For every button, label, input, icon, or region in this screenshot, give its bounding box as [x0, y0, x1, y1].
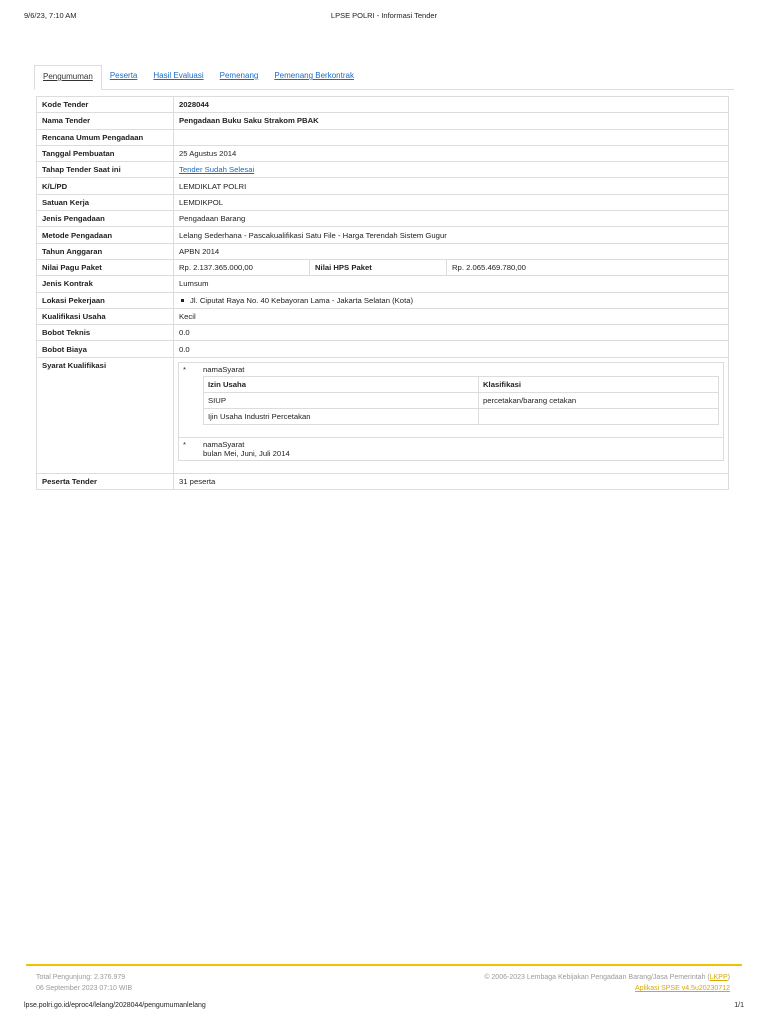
izin-row	[204, 392, 719, 408]
row-rup	[37, 129, 729, 145]
label-bobot-biaya: Bobot Biaya	[37, 341, 174, 357]
label-hps: Nilai HPS Paket	[310, 259, 447, 275]
tahap-link[interactable]: Tender Sudah Selesai	[179, 165, 255, 175]
row-tanggal	[37, 145, 729, 161]
tender-info-table	[36, 96, 729, 490]
klasifikasi-cell	[479, 408, 719, 424]
value-tahap	[174, 162, 729, 178]
tab-bar	[34, 65, 734, 90]
label-tahun: Tahun Anggaran	[37, 243, 174, 259]
izin-table	[203, 376, 719, 425]
row-satker	[37, 194, 729, 210]
value-pagu: Rp. 2.137.365.000,00	[174, 259, 310, 275]
label-klpd: K/L/PD	[37, 178, 174, 194]
label-nama-tender: Nama Tender	[37, 113, 174, 129]
value-bobot-biaya: 0.0	[174, 341, 729, 357]
value-metode: Lelang Sederhana - Pascakualifikasi Satu File - Harga Terendah Sistem Gugur	[174, 227, 729, 243]
klasifikasi-cell: percetakan/barang cetakan	[479, 392, 719, 408]
footer-divider	[26, 964, 742, 966]
row-jenis-pengadaan	[37, 211, 729, 227]
syarat-list	[178, 362, 724, 461]
value-klpd: LEMDIKLAT POLRI	[174, 178, 729, 194]
klasifikasi-header: Klasifikasi	[479, 376, 719, 392]
row-syarat	[37, 357, 729, 473]
value-nama-tender: Pengadaan Buku Saku Strakom PBAK	[174, 113, 729, 129]
izin-header-row	[204, 376, 719, 392]
label-pagu: Nilai Pagu Paket	[37, 259, 174, 275]
row-lokasi	[37, 292, 729, 308]
footer-right	[484, 972, 730, 994]
syarat-star: *	[179, 437, 200, 460]
value-rup	[174, 129, 729, 145]
row-nama-tender	[37, 113, 729, 129]
izin-cell: SIUP	[204, 392, 479, 408]
print-title: LPSE POLRI - Informasi Tender	[330, 11, 438, 20]
label-peserta: Peserta Tender	[37, 473, 174, 489]
value-kualifikasi: Kecil	[174, 308, 729, 324]
value-bobot-teknis: 0.0	[174, 325, 729, 341]
syarat-title: namaSyarat	[203, 364, 245, 374]
footer-left	[36, 972, 132, 994]
copyright	[484, 972, 730, 983]
tab-pemenang-berkontrak[interactable]: Pemenang Berkontrak	[274, 71, 354, 80]
page-number: 1/1	[734, 1002, 744, 1009]
bullet-icon	[181, 299, 184, 302]
row-tahun	[37, 243, 729, 259]
row-peserta	[37, 473, 729, 489]
row-kualifikasi	[37, 308, 729, 324]
label-kontrak: Jenis Kontrak	[37, 276, 174, 292]
footer-datetime: 06 September 2023 07:10 WIB	[36, 985, 133, 992]
label-kode-tender: Kode Tender	[37, 97, 174, 113]
syarat-content	[199, 362, 724, 437]
syarat-item	[179, 437, 724, 460]
syarat-star: *	[179, 362, 200, 437]
label-tahap: Tahap Tender Saat ini	[37, 162, 174, 178]
value-kode-tender: 2028044	[174, 97, 729, 113]
row-kode-tender	[37, 97, 729, 113]
syarat-detail: bulan Mei, Juni, Juli 2014	[203, 448, 290, 458]
tab-hasil-evaluasi[interactable]: Hasil Evaluasi	[153, 71, 204, 80]
row-bobot-biaya	[37, 341, 729, 357]
print-datetime: 9/6/23, 7:10 AM	[24, 11, 77, 20]
lkpp-link[interactable]: LKPP	[709, 974, 728, 981]
print-url: lpse.polri.go.id/eproc4/lelang/2028044/pengumumanlelang	[24, 1002, 206, 1009]
label-lokasi: Lokasi Pekerjaan	[37, 292, 174, 308]
label-satker: Satuan Kerja	[37, 194, 174, 210]
print-header	[24, 11, 744, 23]
label-jenis-pengadaan: Jenis Pengadaan	[37, 211, 174, 227]
label-rup: Rencana Umum Pengadaan	[37, 129, 174, 145]
row-klpd	[37, 178, 729, 194]
label-bobot-teknis: Bobot Teknis	[37, 325, 174, 341]
value-satker: LEMDIKPOL	[174, 194, 729, 210]
lokasi-text: Jl. Ciputat Raya No. 40 Kebayoran Lama - Jakarta Selatan (Kota)	[190, 295, 414, 305]
value-jenis-pengadaan: Pengadaan Barang	[174, 211, 729, 227]
syarat-content	[199, 437, 724, 460]
label-syarat: Syarat Kualifikasi	[37, 357, 174, 473]
value-lokasi	[174, 292, 729, 308]
value-hps: Rp. 2.065.469.780,00	[447, 259, 729, 275]
app-version-link[interactable]: Aplikasi SPSE v4.5u20230712	[635, 985, 730, 992]
value-tahun: APBN 2014	[174, 243, 729, 259]
izin-header: Izin Usaha	[204, 376, 479, 392]
value-tanggal: 25 Agustus 2014	[174, 145, 729, 161]
value-peserta: 31 peserta	[174, 473, 729, 489]
visitor-count: Total Pengunjung: 2.376.979	[36, 974, 126, 981]
label-metode: Metode Pengadaan	[37, 227, 174, 243]
izin-cell: Ijin Usaha Industri Percetakan	[204, 408, 479, 424]
label-tanggal: Tanggal Pembuatan	[37, 145, 174, 161]
label-kualifikasi: Kualifikasi Usaha	[37, 308, 174, 324]
row-kontrak	[37, 276, 729, 292]
value-syarat	[174, 357, 729, 473]
tab-pemenang[interactable]: Pemenang	[219, 71, 259, 80]
row-metode	[37, 227, 729, 243]
syarat-title: namaSyarat	[203, 439, 245, 449]
row-bobot-teknis	[37, 325, 729, 341]
tab-pengumuman[interactable]: Pengumuman	[34, 65, 102, 90]
value-kontrak: Lumsum	[174, 276, 729, 292]
copyright-close: )	[727, 974, 730, 981]
tab-peserta[interactable]: Peserta	[109, 71, 138, 80]
row-tahap	[37, 162, 729, 178]
izin-row	[204, 408, 719, 424]
row-pagu-hps	[37, 259, 729, 275]
syarat-item	[179, 362, 724, 437]
copyright-text: © 2006-2023 Lembaga Kebijakan Pengadaan Barang/Jasa Pemerintah (	[484, 974, 710, 981]
